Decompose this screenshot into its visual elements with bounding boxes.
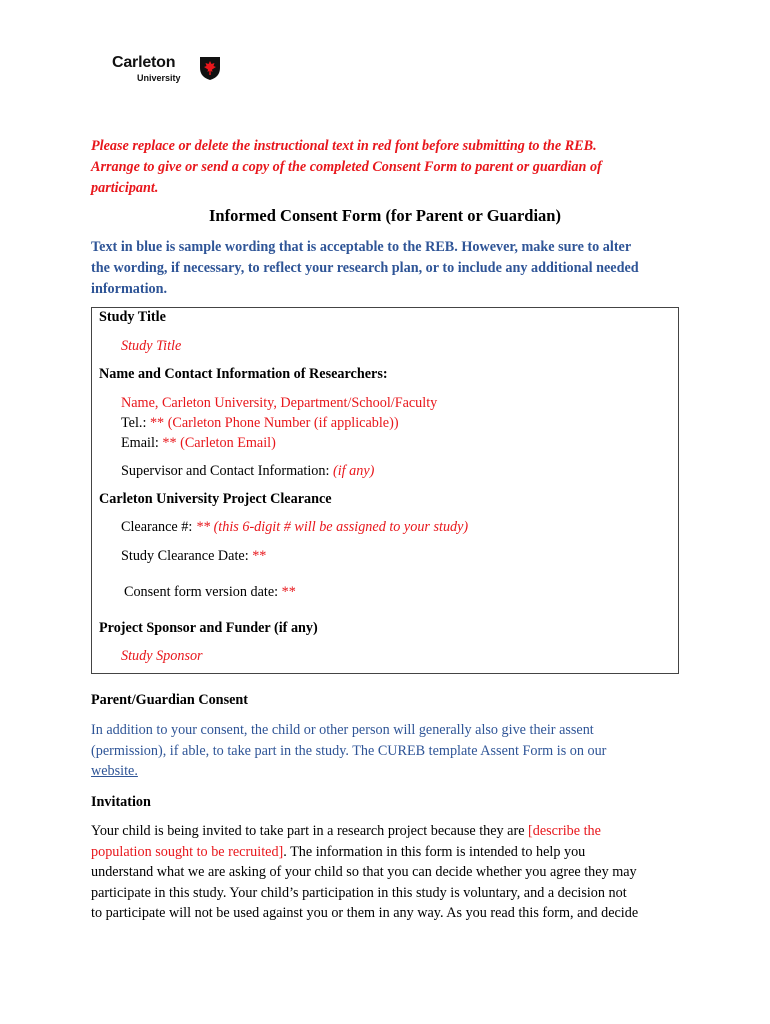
- version-date-row: [124, 584, 296, 601]
- instruction-line: Arrange to give or send a copy of the completed Consent Form to parent or guardian of: [91, 159, 602, 175]
- study-title-value: Study Title: [121, 338, 182, 354]
- invitation-heading: Invitation: [91, 794, 151, 810]
- text-span: . The information in this form is intended to help you: [283, 843, 586, 860]
- parent-consent-text: [91, 720, 681, 782]
- placeholder-text: [describe the: [528, 823, 601, 839]
- blue-note: [91, 237, 691, 300]
- paragraph-line: understand what we are asking of your child so that you can decide whether you agree they may: [91, 864, 637, 880]
- clearance-number-label: Clearance #:: [121, 519, 196, 535]
- tel-value: ** (Carleton Phone Number (if applicable)): [149, 415, 399, 431]
- study-info-box: [91, 307, 679, 674]
- page-title: Informed Consent Form (for Parent or Guardian): [209, 206, 561, 225]
- tel-label: Tel.:: [121, 415, 150, 431]
- supervisor-value: (if any): [332, 463, 375, 479]
- paragraph-line: participate in this study. Your child’s participation in this study is voluntary, and a decision not: [91, 884, 627, 901]
- logo-subtitle: University: [137, 73, 181, 83]
- supervisor-label: Supervisor and Contact Information:: [121, 463, 333, 479]
- website-link[interactable]: website.: [91, 763, 138, 779]
- clearance-label: Carleton University Project Clearance: [99, 491, 332, 507]
- sponsor-label: Project Sponsor and Funder (if any): [99, 620, 318, 636]
- note-line: the wording, if necessary, to reflect your research plan, or to include any additional needed: [91, 260, 639, 276]
- email-row: [121, 435, 276, 452]
- logo-wordmark: Carleton: [112, 54, 176, 71]
- clearance-number-row: [121, 519, 468, 536]
- tel-row: [121, 415, 399, 432]
- paragraph-line: In addition to your consent, the child or other person will generally also give their assent: [91, 722, 594, 738]
- note-line: Text in blue is sample wording that is acceptable to the REB. However, make sure to alter: [91, 239, 632, 255]
- paragraph-line: (permission), if able, to take part in the study. The CUREB template Assent Form is on our: [91, 742, 607, 759]
- sponsor-value: Study Sponsor: [121, 648, 203, 664]
- supervisor-row: [121, 463, 374, 480]
- instruction-line: Please replace or delete the instructional text in red font before submitting to the REB.: [91, 138, 597, 154]
- parent-consent-heading: Parent/Guardian Consent: [91, 692, 248, 708]
- study-title-label: Study Title: [99, 309, 166, 325]
- note-line: information.: [91, 281, 168, 297]
- researcher-name: Name, Carleton University, Department/School/Faculty: [121, 395, 438, 411]
- email-label: Email:: [121, 435, 163, 451]
- shield-icon: [199, 55, 221, 81]
- invitation-text: [91, 821, 691, 924]
- clearance-date-label: Study Clearance Date:: [121, 548, 253, 564]
- email-value: ** (Carleton Email): [162, 435, 276, 451]
- placeholder-text: population sought to be recruited]: [91, 843, 284, 860]
- paragraph-line: [91, 821, 691, 842]
- paragraph-line: [91, 842, 691, 863]
- clearance-date-row: [121, 548, 266, 565]
- version-date-label: Consent form version date:: [124, 584, 282, 600]
- clearance-date-value: **: [252, 548, 267, 564]
- version-date-value: **: [281, 584, 296, 600]
- researchers-label: Name and Contact Information of Researchers:: [99, 366, 388, 382]
- clearance-number-value: ** (this 6-digit # will be assigned to your study): [195, 519, 469, 535]
- text-span: Your child is being invited to take part in a research project because they are: [91, 823, 529, 839]
- red-instructions: [91, 136, 651, 199]
- paragraph-line: to participate will not be used against you or them in any way. As you read this form, and decide: [91, 905, 639, 921]
- instruction-line: participant.: [91, 180, 159, 196]
- carleton-logo: [112, 54, 224, 86]
